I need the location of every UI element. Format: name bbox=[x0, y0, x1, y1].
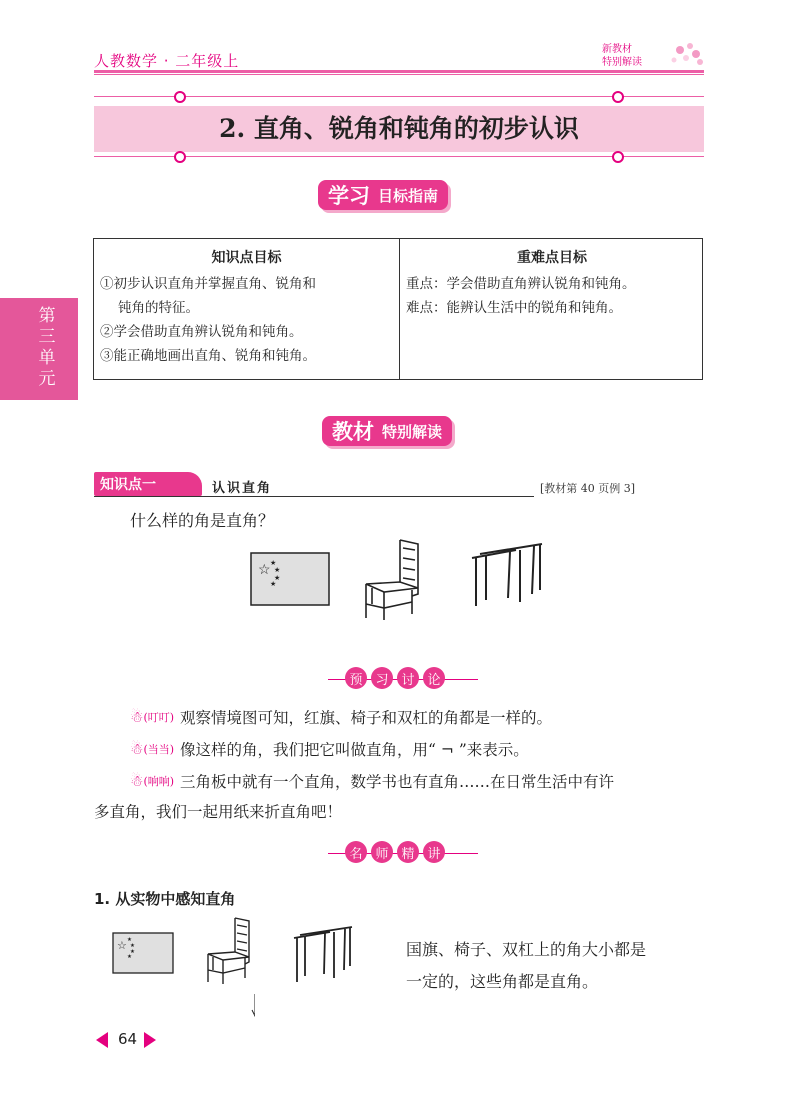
discussion-char: 预 bbox=[345, 667, 367, 689]
svg-text:★: ★ bbox=[274, 574, 281, 582]
right-line: 难点：能辨认生活中的锐角和钝角。 bbox=[406, 300, 622, 316]
knowledge-point-label: 知识点一 bbox=[100, 477, 156, 493]
right-column-header: 重难点目标 bbox=[517, 250, 587, 266]
flag-icon bbox=[250, 552, 330, 610]
parallel-bars-icon bbox=[292, 924, 356, 990]
ornament-dot bbox=[612, 91, 624, 103]
dialogue-continuation: 多直角，我们一起用纸来折直角吧！ bbox=[94, 803, 343, 821]
chair-icon bbox=[362, 538, 424, 626]
goals-table bbox=[93, 238, 703, 380]
speaker-name: (当当) bbox=[143, 743, 175, 756]
dialogue-text: 三角板中就有一个直角，数学书也有直角……在日常生活中有许 bbox=[180, 773, 615, 791]
arrow-left-icon bbox=[96, 1032, 108, 1048]
material-heading-big: 教材 bbox=[332, 420, 374, 444]
left-line: 钝角的特征。 bbox=[118, 300, 199, 316]
svg-text:☆: ☆ bbox=[258, 562, 271, 578]
section-description: 一定的，这些角都是直角。 bbox=[406, 972, 599, 991]
speaker-name: (叮叮) bbox=[143, 711, 175, 724]
ornament-dot bbox=[174, 151, 186, 163]
badge-line2: 特别解读 bbox=[602, 57, 642, 68]
goals-heading-big: 学习 bbox=[328, 184, 370, 208]
arrow-right-icon bbox=[144, 1032, 156, 1048]
svg-text:★: ★ bbox=[130, 949, 135, 955]
svg-text:★: ★ bbox=[130, 943, 135, 949]
snowman-icon: ☃ bbox=[130, 740, 144, 758]
teacher-heading bbox=[345, 841, 445, 863]
goals-heading-small: 目标指南 bbox=[378, 186, 439, 205]
svg-text:★: ★ bbox=[274, 566, 281, 574]
snowman-icon: ☃ bbox=[130, 708, 144, 726]
dialogue-text: 像这样的角，我们把它叫做直角，用“ ¬ ”来表示。 bbox=[180, 741, 529, 759]
flag-icon bbox=[112, 932, 174, 978]
left-line: ②学会借助直角辨认锐角和钝角。 bbox=[100, 324, 303, 340]
svg-text:★: ★ bbox=[127, 954, 132, 960]
material-heading bbox=[322, 416, 452, 446]
right-line: 重点：学会借助直角辨认锐角和钝角。 bbox=[406, 276, 636, 292]
knowledge-point-topic: 认识直角 bbox=[212, 481, 273, 496]
header-rule bbox=[94, 70, 704, 73]
left-line: ①初步认识直角并掌握直角、锐角和 bbox=[100, 276, 316, 292]
svg-text:★: ★ bbox=[270, 580, 277, 588]
new-textbook-badge bbox=[596, 40, 706, 70]
left-column-header: 知识点目标 bbox=[211, 250, 282, 266]
dialogue-line bbox=[130, 706, 552, 728]
svg-text:★: ★ bbox=[270, 559, 277, 567]
goals-heading bbox=[318, 180, 448, 210]
chair-icon bbox=[205, 916, 255, 1024]
badge-line1: 新教材 bbox=[602, 44, 632, 55]
page-number: 64 bbox=[118, 1030, 138, 1048]
knowledge-point-rule bbox=[94, 496, 534, 497]
teacher-char: 讲 bbox=[423, 841, 445, 863]
teacher-char: 精 bbox=[397, 841, 419, 863]
discussion-char: 论 bbox=[423, 667, 445, 689]
svg-text:★: ★ bbox=[127, 937, 132, 943]
ornament-dot bbox=[612, 151, 624, 163]
ornament-dot bbox=[174, 91, 186, 103]
dialogue-line bbox=[130, 738, 529, 760]
speaker-name: (响响) bbox=[143, 775, 175, 788]
running-head: 人教数学 · 二年级上 bbox=[94, 52, 240, 70]
discussion-char: 讨 bbox=[397, 667, 419, 689]
parallel-bars-icon bbox=[470, 540, 546, 614]
left-line: ③能正确地画出直角、锐角和钝角。 bbox=[100, 348, 316, 364]
material-heading-small: 特别解读 bbox=[382, 422, 443, 441]
header-rule-thin bbox=[94, 74, 704, 75]
discussion-char: 习 bbox=[371, 667, 393, 689]
teacher-char: 名 bbox=[345, 841, 367, 863]
snowman-icon: ☃ bbox=[130, 772, 144, 790]
dialogue-line bbox=[130, 770, 614, 792]
question-text: 什么样的角是直角？ bbox=[130, 511, 275, 530]
svg-text:☆: ☆ bbox=[117, 939, 127, 952]
section-description: 国旗、椅子、双杠上的角大小都是 bbox=[406, 940, 647, 959]
textbook-reference: [教材第 40 页例 3] bbox=[540, 482, 636, 495]
dialogue-text: 观察情境图可知，红旗、椅子和双杠的角都是一样的。 bbox=[180, 709, 553, 727]
section-heading: 1. 从实物中感知直角 bbox=[94, 890, 236, 908]
page-title: 2. 直角、锐角和钝角的初步认识 bbox=[219, 114, 579, 143]
discussion-heading bbox=[345, 667, 445, 689]
teacher-char: 师 bbox=[371, 841, 393, 863]
unit-label: 第三单元 bbox=[38, 306, 56, 389]
